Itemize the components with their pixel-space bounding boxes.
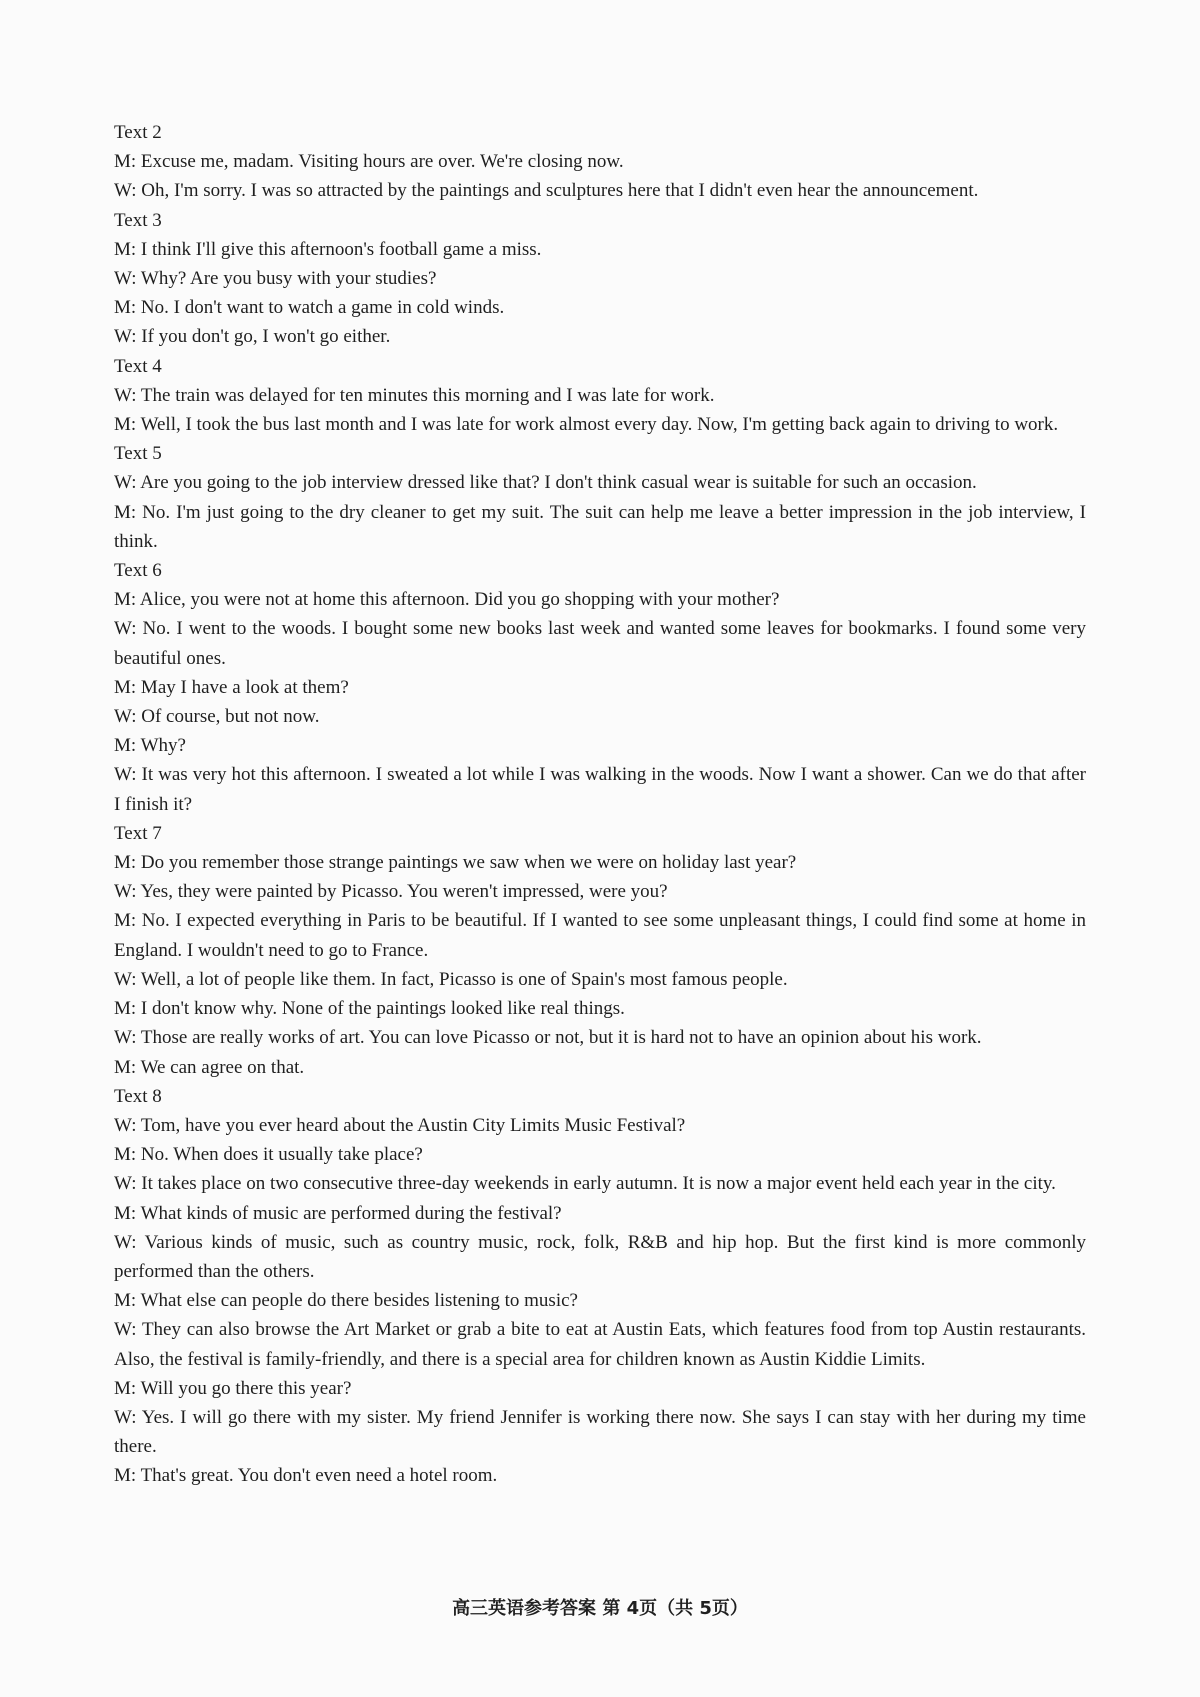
section-heading: Text 7 bbox=[114, 822, 162, 844]
section-heading: Text 3 bbox=[114, 209, 162, 231]
section-text-4 bbox=[114, 352, 1086, 440]
section-text-2 bbox=[114, 118, 1086, 206]
section-text-5 bbox=[114, 439, 1086, 556]
dialogue-line: M: Why? bbox=[114, 735, 186, 757]
dialogue-line: M: Well, I took the bus last month and I was late for work almost every day. Now, I'm getting back again to driving to work. bbox=[114, 414, 1059, 436]
section-heading: Text 2 bbox=[114, 122, 162, 143]
dialogue-line: W: No. I went to the woods. I bought some new books last week and wanted some leaves for bookmarks. I found some very beautiful ones. bbox=[114, 618, 1086, 669]
section-text-6 bbox=[114, 556, 1086, 819]
dialogue-line: W: Of course, but not now. bbox=[114, 706, 320, 728]
dialogue-line: M: No. When does it usually take place? bbox=[114, 1144, 423, 1166]
dialogue-line: W: It takes place on two consecutive three-day weekends in early autumn. It is now a major event held each year in the city. bbox=[114, 1173, 1056, 1195]
section-heading: Text 5 bbox=[114, 443, 162, 465]
section-text-3 bbox=[114, 206, 1086, 352]
section-heading: Text 4 bbox=[114, 355, 162, 377]
section-text-7 bbox=[114, 819, 1086, 1082]
dialogue-line: M: No. I expected everything in Paris to be beautiful. If I wanted to see some unpleasant things, I could find some at home in England. I wouldn't need to go to France. bbox=[114, 910, 1086, 961]
dialogue-line: W: Various kinds of music, such as country music, rock, folk, R&B and hip hop. But the first kind is more commonly performed than the others. bbox=[114, 1231, 1086, 1282]
dialogue-line: M: May I have a look at them? bbox=[114, 676, 349, 698]
dialogue-line: M: We can agree on that. bbox=[114, 1056, 305, 1078]
section-heading: Text 8 bbox=[114, 1085, 162, 1107]
document-body bbox=[114, 118, 1086, 1491]
dialogue-line: W: Yes. I will go there with my sister. My friend Jennifer is working there now. She says I can stay with her during my time there. bbox=[114, 1406, 1086, 1458]
dialogue-line: M: What else can people do there besides listening to music? bbox=[114, 1290, 578, 1312]
dialogue-line: W: Why? Are you busy with your studies? bbox=[114, 268, 437, 290]
dialogue-line: M: Alice, you were not at home this afternoon. Did you go shopping with your mother? bbox=[114, 589, 780, 611]
dialogue-line: W: It was very hot this afternoon. I sweated a lot while I was walking in the woods. Now I want a shower. Can we do that after I finish it? bbox=[114, 764, 1086, 815]
dialogue-line: M: Excuse me, madam. Visiting hours are over. We're closing now. bbox=[114, 151, 624, 173]
dialogue-line: W: Are you going to the job interview dressed like that? I don't think casual wear is suitable for such an occasion. bbox=[114, 472, 977, 494]
dialogue-line: W: The train was delayed for ten minutes this morning and I was late for work. bbox=[114, 384, 715, 406]
page-footer: 高三英语参考答案 第 4页（共 5页） bbox=[452, 1598, 748, 1619]
dialogue-line: W: Well, a lot of people like them. In fact, Picasso is one of Spain's most famous people. bbox=[114, 968, 788, 990]
dialogue-line: M: What kinds of music are performed during the festival? bbox=[114, 1202, 562, 1224]
section-heading: Text 6 bbox=[114, 560, 162, 582]
dialogue-line: M: I think I'll give this afternoon's football game a miss. bbox=[114, 238, 542, 260]
dialogue-line: W: Yes, they were painted by Picasso. You weren't impressed, were you? bbox=[114, 881, 668, 903]
dialogue-line: M: Do you remember those strange paintings we saw when we were on holiday last year? bbox=[114, 852, 797, 874]
dialogue-line: W: Tom, have you ever heard about the Austin City Limits Music Festival? bbox=[114, 1114, 686, 1136]
dialogue-line: M: I don't know why. None of the paintings looked like real things. bbox=[114, 998, 625, 1020]
dialogue-line: W: Those are really works of art. You can love Picasso or not, but it is hard not to have an opinion about his work. bbox=[114, 1027, 982, 1049]
dialogue-line: M: Will you go there this year? bbox=[114, 1377, 352, 1399]
dialogue-line: M: No. I'm just going to the dry cleaner to get my suit. The suit can help me leave a better impression in the job interview, I think. bbox=[114, 501, 1086, 552]
dialogue-line: M: That's great. You don't even need a hotel room. bbox=[114, 1465, 498, 1487]
dialogue-line: W: They can also browse the Art Market or grab a bite to eat at Austin Eats, which features food from top Austin restaurants. Also, the festival is family-friendly, and there is a special area for children known as Austin Kiddie Limits. bbox=[114, 1319, 1086, 1370]
dialogue-line: W: If you don't go, I won't go either. bbox=[114, 326, 391, 348]
dialogue-line: W: Oh, I'm sorry. I was so attracted by the paintings and sculptures here that I didn't even hear the announcement. bbox=[114, 180, 979, 202]
section-text-8 bbox=[114, 1082, 1086, 1491]
dialogue-line: M: No. I don't want to watch a game in cold winds. bbox=[114, 297, 505, 319]
